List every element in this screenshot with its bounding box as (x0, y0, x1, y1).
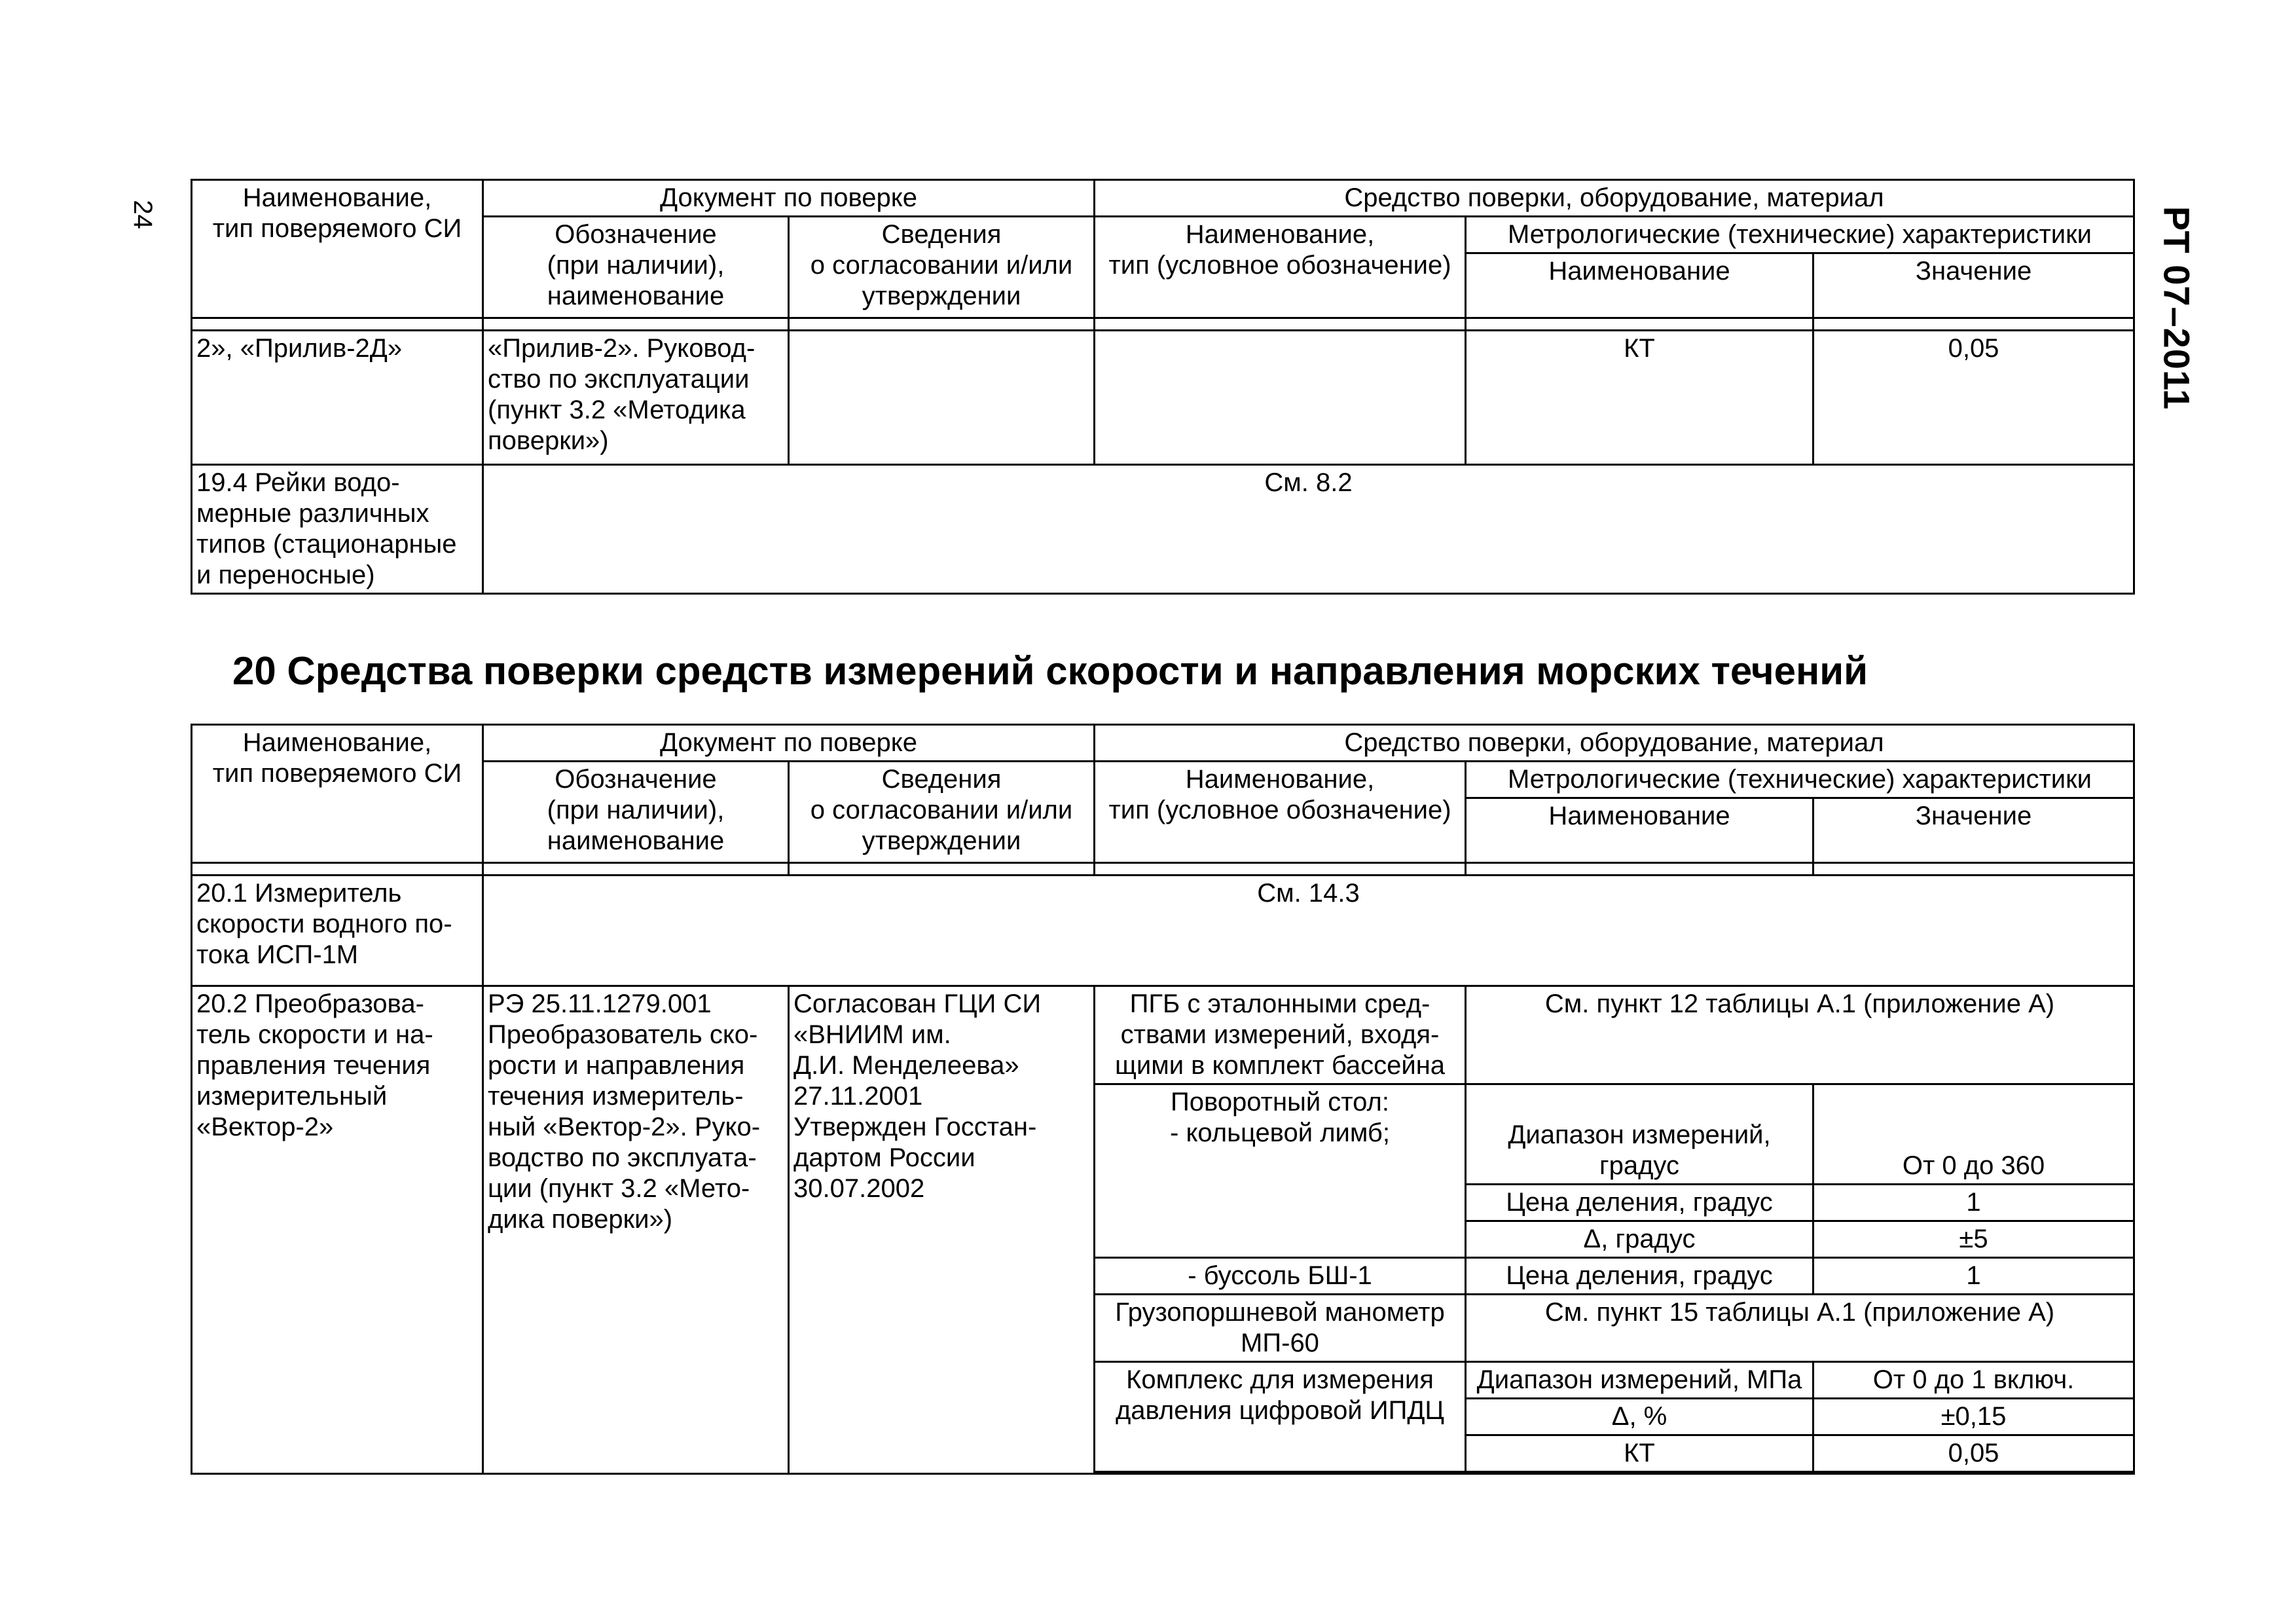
header-char-value: Значение (1813, 798, 2134, 863)
header-char-name: Наименование (1466, 798, 1813, 863)
t2-row1-name: 20.1 Измеритель скорости водного по- тока ИСП-1М (192, 876, 483, 986)
t2-eq1-name: ПГБ с эталонными сред- ствами измерений, входя- щими в комплект бассейна (1095, 986, 1466, 1084)
t1-row1-char-value: 0,05 (1813, 331, 2134, 465)
header-metro-group: Метрологические (технические) характеристики (1466, 217, 2134, 253)
page-number: 24 (128, 200, 157, 229)
t1-row1-name: 2», «Прилив-2Д» (192, 331, 483, 465)
t2-eq3-c1-value: 1 (1813, 1258, 2134, 1295)
t2-eq2-c2-name: Цена деления, градус (1466, 1185, 1813, 1221)
header-equipment-group: Средство поверки, оборудование, материал (1095, 180, 2134, 217)
t2-eq5-c1-name: Диапазон измерений, МПа (1466, 1362, 1813, 1399)
header-name-type: Наименование, тип поверяемого СИ (192, 180, 483, 318)
header-doc-group: Документ по поверке (483, 180, 1095, 217)
header-designation: Обозначение (при наличии), наименование (483, 762, 789, 863)
t1-row2-name: 19.4 Рейки водо- мерные различных типов (стационарные и переносные) (192, 465, 483, 594)
header-char-value: Значение (1813, 253, 2134, 318)
t2-eq5-c3-value: 0,05 (1813, 1435, 2134, 1472)
t1-row1-designation: «Прилив-2». Руковод- ство по эксплуатации (пункт 3.2 «Методика поверки») (483, 331, 789, 465)
header-equipment-group: Средство поверки, оборудование, материал (1095, 725, 2134, 762)
header-char-name: Наименование (1466, 253, 1813, 318)
header-doc-group: Документ по поверке (483, 725, 1095, 762)
t2-eq5-c3-name: КТ (1466, 1435, 1813, 1472)
t2-eq2-c3-name: Δ, градус (1466, 1221, 1813, 1258)
t2-eq2-c1-name: Диапазон измерений, градус (1466, 1084, 1813, 1185)
table-section-20 (191, 724, 2135, 1475)
table-continued (191, 179, 2135, 595)
t2-eq3-c1-name: Цена деления, градус (1466, 1258, 1813, 1295)
t2-row1-ref: См. 14.3 (483, 876, 2134, 986)
header-equip-name: Наименование, тип (условное обозначение) (1095, 762, 1466, 863)
t2-row2-designation: РЭ 25.11.1279.001 Преобразователь ско- рости и направления течения измеритель- ный «Вектор-2». Руко- водство по эксплуата- ции (пункт 3.2 «Мето- дика поверки») (483, 986, 789, 1474)
t1-row1-approval (789, 331, 1095, 465)
t2-eq4-name: Грузопоршневой манометр МП-60 (1095, 1295, 1466, 1362)
t2-eq3-name: - буссоль БШ-1 (1095, 1258, 1466, 1295)
t2-eq1-ref: См. пункт 12 таблицы А.1 (приложение А) (1466, 986, 2134, 1084)
header-equip-name: Наименование, тип (условное обозначение) (1095, 217, 1466, 318)
document-code: РТ 07–2011 (2156, 206, 2198, 411)
t2-eq5-name: Комплекс для измерения давления цифровой ИПДЦ (1095, 1362, 1466, 1472)
t2-row2-name: 20.2 Преобразова- тель скорости и на- правления течения измерительный «Вектор-2» (192, 986, 483, 1474)
header-designation: Обозначение (при наличии), наименование (483, 217, 789, 318)
header-metro-group: Метрологические (технические) характеристики (1466, 762, 2134, 798)
section-title: 20 Средства поверки средств измерений скорости и направления морских течений (232, 649, 1868, 693)
t2-eq5-c2-value: ±0,15 (1813, 1399, 2134, 1435)
t2-row2-approval: Согласован ГЦИ СИ «ВНИИМ им. Д.И. Менделеева» 27.11.2001 Утвержден Госстан- дартом России 30.07.2002 (789, 986, 1095, 1474)
t2-eq2-name: Поворотный стол: - кольцевой лимб; (1095, 1084, 1466, 1258)
t2-eq2-c1-value: От 0 до 360 (1813, 1084, 2134, 1185)
header-name-type: Наименование, тип поверяемого СИ (192, 725, 483, 863)
t2-eq4-ref: См. пункт 15 таблицы А.1 (приложение А) (1466, 1295, 2134, 1362)
header-approval: Сведения о согласовании и/или утверждении (789, 217, 1095, 318)
t2-eq5-c2-name: Δ, % (1466, 1399, 1813, 1435)
t2-eq2-c3-value: ±5 (1813, 1221, 2134, 1258)
t1-row1-char-name: КТ (1466, 331, 1813, 465)
t1-row2-ref: См. 8.2 (483, 465, 2134, 594)
header-approval: Сведения о согласовании и/или утверждении (789, 762, 1095, 863)
t2-eq2-c2-value: 1 (1813, 1185, 2134, 1221)
t1-row1-equipment (1095, 331, 1466, 465)
t2-eq5-c1-value: От 0 до 1 включ. (1813, 1362, 2134, 1399)
